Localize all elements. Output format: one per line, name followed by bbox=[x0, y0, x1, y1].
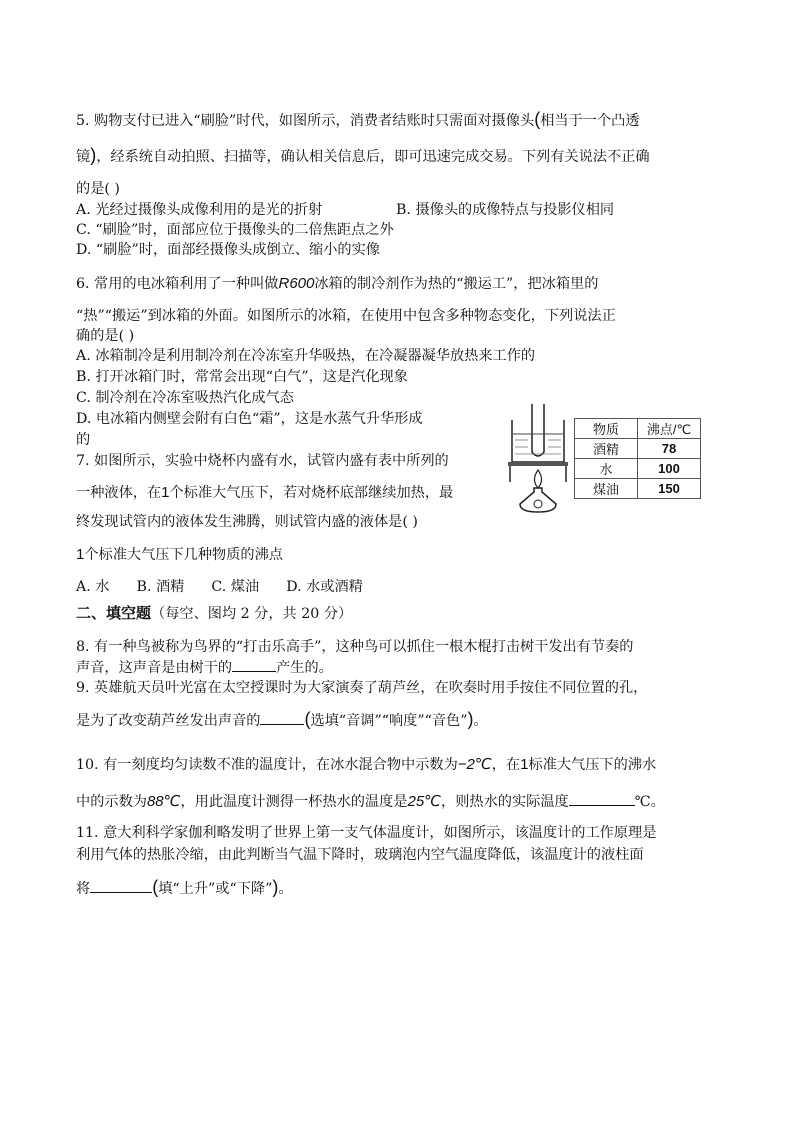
q7-line-3: 终发现试管内的液体发生沸腾，则试管内盛的液体是( ) bbox=[76, 514, 418, 530]
q5-option-a: A. 光经过摄像头成像利用的是光的折射 bbox=[76, 202, 323, 218]
q6-line-1 bbox=[76, 275, 598, 293]
table-cell: 酒精 bbox=[575, 439, 638, 459]
table-row bbox=[575, 459, 701, 479]
q10-line-2 bbox=[76, 792, 665, 811]
q10-number-one: 1 bbox=[520, 756, 529, 773]
q5-text: 相当于一个凸透 bbox=[540, 113, 640, 129]
q5-option-d: D. “刷脸”时，面部经摄像头成倒立、缩小的实像 bbox=[76, 242, 380, 258]
q9-line-2 bbox=[76, 711, 488, 730]
table-row bbox=[575, 439, 701, 459]
table-cell: 150 bbox=[638, 479, 701, 499]
q7-options: A. 水 B. 酒精 C. 煤油 D. 水或酒精 bbox=[76, 579, 363, 595]
table-header-cell: 物质 bbox=[575, 419, 638, 439]
q11-text: 将 bbox=[76, 881, 91, 897]
q6-option-b: B. 打开冰箱门时，常常会出现“白气”，这是汽化现象 bbox=[76, 369, 408, 385]
q10-line-1 bbox=[76, 756, 656, 774]
q7-table-caption bbox=[76, 546, 283, 564]
table-header-cell: 沸点/℃ bbox=[638, 419, 701, 439]
answer-blank[interactable] bbox=[90, 879, 152, 893]
q5-option-b: B. 摄像头的成像特点与投影仪相同 bbox=[396, 202, 615, 218]
q10-text: 标准大气压下的沸水 bbox=[528, 757, 657, 773]
temperature-value: 88℃ bbox=[146, 793, 181, 810]
boiling-point-table bbox=[574, 418, 701, 499]
temperature-value: 25℃ bbox=[407, 793, 442, 810]
q6-text: 冰箱的制冷剂作为热的“搬运工”，把冰箱里的 bbox=[314, 276, 599, 292]
temperature-value: −2℃ bbox=[457, 756, 492, 773]
q6-option-a: A. 冰箱制冷是利用制冷剂在冷冻室升华吸热，在冷凝器凝华放热来工作的 bbox=[76, 348, 536, 364]
q6-line-3: 确的是( ) bbox=[76, 328, 135, 344]
q6-line-2: “热”“搬运”到冰箱的外面。如图所示的冰箱，在使用中包含多种物态变化，下列说法正 bbox=[76, 308, 616, 324]
q5-text: 镜 bbox=[76, 149, 91, 165]
open-paren: ( bbox=[304, 709, 311, 729]
q7-line-2 bbox=[76, 484, 453, 502]
close-paren: ) bbox=[272, 877, 279, 897]
table-cell: 水 bbox=[575, 459, 638, 479]
table-header-row bbox=[575, 419, 701, 439]
q6-option-d-1: D. 电冰箱内侧壁会附有白色“霜”，这是水蒸气升华形成 bbox=[76, 411, 423, 427]
open-paren: ( bbox=[152, 877, 159, 897]
q11-line-3 bbox=[76, 879, 293, 898]
q10-text: 。 bbox=[650, 794, 665, 810]
q11-line-1: 11. 意大利科学家伽利略发明了世界上第一支气体温度计，如图所示，该温度计的工作原理是 bbox=[76, 825, 657, 841]
answer-blank[interactable] bbox=[569, 792, 635, 806]
q9-text: 选填“音调”“响度”“音色” bbox=[310, 713, 468, 729]
q5-option-c: C. “刷脸”时，面部应位于摄像头的二倍焦距点之外 bbox=[76, 222, 394, 238]
table-cell: 78 bbox=[638, 439, 701, 459]
q9-line-1: 9. 英雄航天员叶光富在太空授课时为大家演奏了葫芦丝，在吹奏时用手按住不同位置的孔， bbox=[76, 680, 648, 696]
table-row bbox=[575, 479, 701, 499]
q11-line-2: 利用气体的热胀冷缩，由此判断当气温下降时，玻璃泡内空气温度降低，该温度计的液柱面 bbox=[76, 847, 644, 863]
unit-celsius: ℃ bbox=[634, 794, 651, 810]
close-paren: ) bbox=[467, 709, 474, 729]
beaker-heating-illustration bbox=[506, 402, 570, 514]
q5-line-1 bbox=[76, 109, 640, 130]
q6-text: 6. 常用的电冰箱利用了一种叫做 bbox=[76, 276, 279, 292]
q10-text: ，用此温度计测得一杯热水的温度是 bbox=[180, 794, 408, 810]
q10-text: ，在 bbox=[491, 757, 521, 773]
q6-option-c: C. 制冷剂在冷冻室吸热汽化成气态 bbox=[76, 390, 294, 406]
table-cell: 100 bbox=[638, 459, 701, 479]
q11-text: 填“上升”或“下降” bbox=[158, 881, 273, 897]
q8-line-1: 8. 有一种鸟被称为鸟界的“打击乐高手”，这种鸟可以抓住一根木棍打击树干发出有节奏的 bbox=[76, 639, 634, 655]
q5-line-2 bbox=[76, 145, 650, 166]
q5-text: ，经系统自动拍照、扫描等，确认相关信息后，即可迅速完成交易。下列有关说法不正确 bbox=[96, 149, 650, 165]
close-paren: ) bbox=[90, 145, 97, 165]
q9-text: 是为了改变葫芦丝发出声音的 bbox=[76, 713, 261, 729]
q6-option-d-2: 的 bbox=[76, 432, 91, 448]
refrigerant-code: R600 bbox=[278, 275, 315, 292]
caption-text: 个标准大气压下几种物质的沸点 bbox=[84, 547, 283, 563]
q11-text: 。 bbox=[278, 881, 293, 897]
section-note: （每空、图均 2 分，共 20 分） bbox=[151, 606, 353, 622]
q10-text: ，则热水的实际温度 bbox=[441, 794, 569, 810]
q10-text: 10. 有一刻度均匀读数不准的温度计，在冰水混合物中示数为 bbox=[76, 757, 458, 773]
q5-text: 5. 购物支付已进入“刷脸”时代，如图所示，消费者结账时只需面对摄像头 bbox=[76, 113, 535, 129]
q9-text: 。 bbox=[473, 713, 488, 729]
q8-text: 产生的。 bbox=[276, 660, 333, 676]
section-heading bbox=[76, 604, 352, 623]
q7-text: 一种液体，在 bbox=[76, 485, 162, 501]
q7-number-one: 1 bbox=[161, 484, 170, 501]
q7-line-1: 7. 如图所示，实验中烧杯内盛有水，试管内盛有表中所列的 bbox=[76, 453, 449, 469]
caption-number-one: 1 bbox=[76, 546, 85, 563]
q7-text: 个标准大气压下，若对烧杯底部继续加热，最 bbox=[169, 485, 454, 501]
q8-text: 声音，这声音是由树干的 bbox=[76, 660, 233, 676]
q8-line-2 bbox=[76, 658, 333, 677]
open-paren: ( bbox=[534, 109, 541, 129]
answer-blank[interactable] bbox=[232, 658, 276, 672]
q5-line-3: 的是( ) bbox=[76, 181, 120, 197]
table-cell: 煤油 bbox=[575, 479, 638, 499]
beaker-test-tube-figure bbox=[506, 402, 570, 518]
q10-text: 中的示数为 bbox=[76, 794, 147, 810]
answer-blank[interactable] bbox=[260, 711, 304, 725]
section-title: 二、填空题 bbox=[76, 604, 152, 622]
